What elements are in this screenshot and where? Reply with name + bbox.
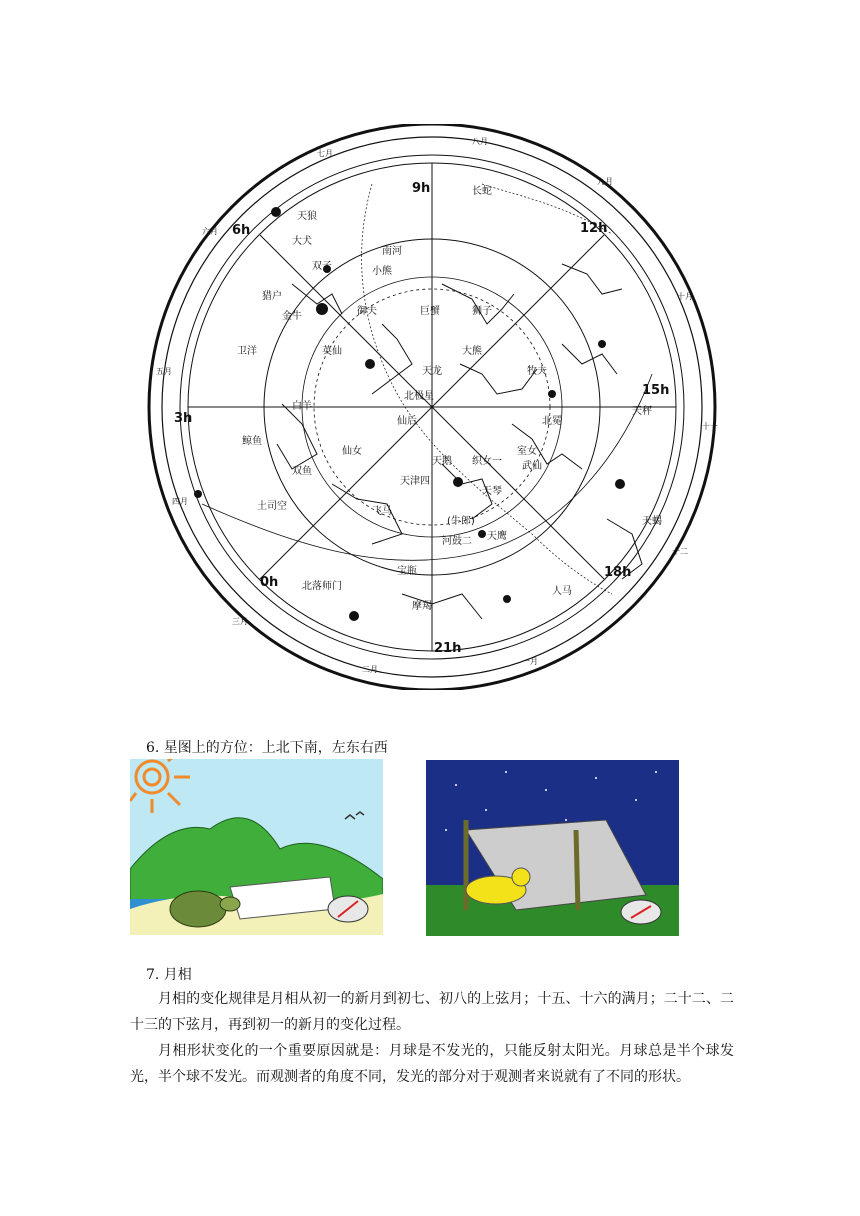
constellation-label: 摩羯 [412,601,432,612]
constellation-label: 长蛇 [472,186,492,197]
constellation-label: 北极星 [404,391,434,402]
constellation-label: 武仙 [522,461,542,472]
constellation-label: 飞马 [372,506,392,517]
compass-icon [328,896,368,922]
constellation-label: 天鹅 [432,456,452,467]
constellation-label: 北落师门 [302,581,342,592]
constellation-label: 小熊 [372,266,392,277]
constellation-label: 天狼 [297,211,317,222]
hour-label: 18h [604,565,632,580]
constellation-label: 牧夫 [527,366,547,377]
constellation-label: 大熊 [462,346,482,357]
month-label: 三月 [232,617,248,626]
hour-label: 0h [260,575,279,590]
constellation-label: 天龙 [422,366,442,377]
month-label: 六月 [202,227,218,236]
month-label: 二月 [362,665,378,674]
constellation-label: 土司空 [257,501,287,512]
month-label: 七月 [317,149,333,158]
month-label: 十一 [702,422,718,431]
constellation-label: 双鱼 [292,466,312,477]
paragraph: 月相形状变化的一个重要原因就是：月球是不发光的，只能反射太阳光。月球总是半个球发光，半个球不发光。而观测者的角度不同，发光的部分对于观测者来说就有了不同的形状。 [130,1043,734,1085]
constellation-label: 北冕 [542,416,562,427]
constellation-label: 人马 [552,586,572,597]
paragraph: 月相的变化规律是月相从初一的新月到初七、初八的上弦月；十五、十六的满月；二十二、二十三的下弦月，再到初一的新月的变化过程。 [130,991,734,1033]
constellation-label: 天蝎 [642,516,662,527]
constellation-label: 金牛 [282,311,302,322]
constellation-label: 鲸鱼 [242,436,262,447]
hour-label: 9h [412,181,431,196]
constellation-label: 天琴 [482,486,502,497]
constellation-label: 卫洋 [237,346,257,357]
constellation-label: 室女 [517,446,537,457]
constellation-label: 巨蟹 [420,306,440,317]
hour-label: 21h [434,641,462,656]
constellation-label: 织女一 [472,456,502,467]
constellation-label: 大犬 [292,236,312,247]
constellation-label: 狮子 [472,306,492,317]
bird-night-illustration [426,760,679,936]
hour-label: 3h [174,411,193,426]
constellation-label: 御夫 [357,306,377,317]
constellation-label: 宝瓶 [397,566,417,577]
month-label: 十月 [677,292,693,301]
month-label: 一月 [522,657,538,666]
constellation-label: 仙女 [342,446,362,457]
hour-label: 12h [580,221,608,236]
constellation-label: 天秤 [632,406,652,417]
item-6-heading: 6. 星图上的方位：上北下南，左东右西 [146,740,388,756]
month-label: 九月 [597,177,613,186]
hour-label: 15h [642,383,670,398]
constellation-label: 南河 [382,246,402,257]
month-label: 八月 [472,137,488,146]
constellation-label: 白羊 [292,401,312,412]
constellation-label: 仙后 [397,416,417,427]
constellation-label: (牛郎) [447,516,475,527]
constellation-label: 天津四 [400,476,430,487]
item-7-heading: 7. 月相 [146,967,192,983]
hour-label: 6h [232,223,251,238]
star-chart [142,124,722,690]
compass-icon [621,900,661,924]
turtle-day-illustration [130,759,383,935]
constellation-label: 河鼓二 [442,536,472,547]
constellation-label: 双子 [312,261,332,272]
constellation-label: 英仙 [322,346,342,357]
constellation-label: 天鹰 [487,531,507,542]
month-label: 五月 [156,367,172,376]
constellation-label: 猎户 [262,291,282,302]
month-label: 四月 [172,497,188,506]
month-label: 十二 [672,547,688,556]
